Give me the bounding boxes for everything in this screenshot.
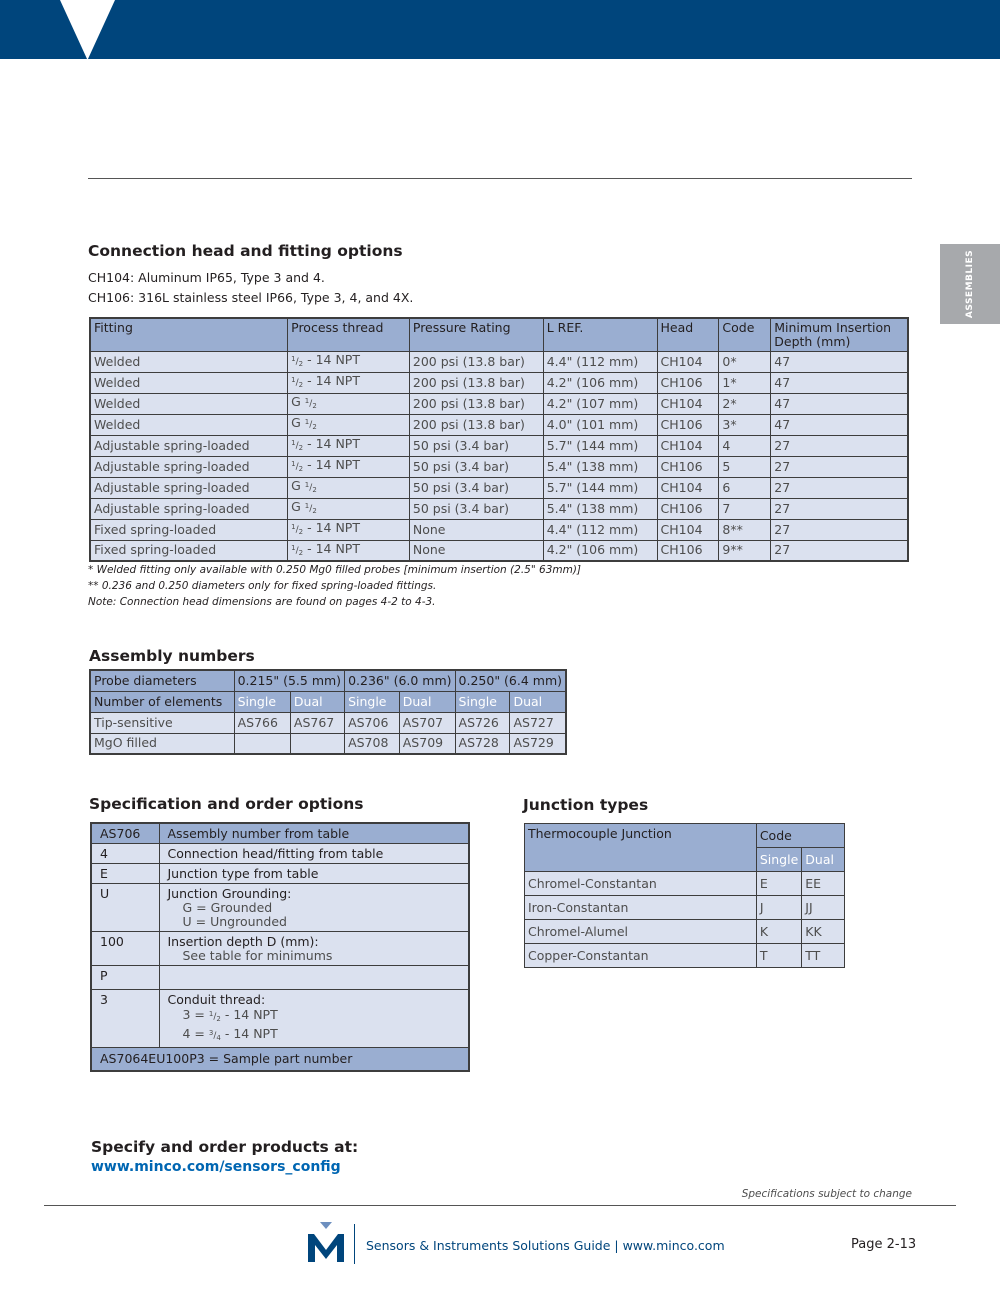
- cell-lref: 4.2" (106 mm): [543, 540, 657, 561]
- cell-assembly-number: AS766: [234, 712, 290, 733]
- dual-label: Dual: [290, 691, 344, 712]
- cell-pressure: 200 psi (13.8 bar): [409, 414, 543, 435]
- cell-code: 8**: [719, 519, 771, 540]
- cell-fitting: Welded: [90, 372, 288, 393]
- spec-key: E: [91, 864, 159, 884]
- cell-code-dual: EE: [802, 872, 845, 896]
- cell-process-thread: $^1/_2 - 14$ NPT: [288, 519, 410, 540]
- fitting-row: [90, 456, 908, 477]
- side-tab-label: ASSEMBLIES: [965, 249, 976, 319]
- spec-desc: Junction Grounding:: [167, 886, 292, 901]
- cell-code-dual: JJ: [802, 896, 845, 920]
- cell-assembly-type: MgO filled: [90, 733, 234, 754]
- header-min-depth: Minimum Insertion Depth (mm): [771, 318, 908, 351]
- cell-depth: 27: [771, 456, 908, 477]
- fraction: $^3/_4$: [208, 1029, 221, 1042]
- cell-code: 4: [719, 435, 771, 456]
- conduit-code-4: 4 =: [182, 1026, 209, 1041]
- cell-lref: 5.4" (138 mm): [543, 456, 657, 477]
- fitting-row: [90, 351, 908, 372]
- spec-sub-minimums: See table for minimums: [182, 948, 333, 963]
- diameter-0215: 0.215" (5.5 mm): [234, 670, 344, 691]
- cell-process-thread: $^1/_2 - 14$ NPT: [288, 372, 410, 393]
- cell-code-single: K: [756, 920, 801, 944]
- spec-desc: Insertion depth D (mm):: [167, 934, 319, 949]
- cell-code-single: E: [756, 872, 801, 896]
- spec-key: P: [91, 966, 159, 990]
- side-tab-assemblies[interactable]: [940, 244, 1000, 324]
- footer-vertical-divider: [354, 1224, 355, 1264]
- cell-code-dual: TT: [802, 944, 845, 968]
- cell-code: 7: [719, 498, 771, 519]
- ch104-description: CH104: Aluminum IP65, Type 3 and 4.: [88, 270, 325, 285]
- cell-depth: 47: [771, 351, 908, 372]
- spec-desc: Junction type from table: [159, 864, 469, 884]
- fraction: $^1/_2$: [291, 460, 304, 473]
- fraction: $^1/_2$: [291, 543, 304, 557]
- cell-code-single: J: [756, 896, 801, 920]
- conduit-code-3: 3 =: [182, 1007, 209, 1022]
- cell-pressure: 50 psi (3.4 bar): [409, 435, 543, 456]
- spec-row-sample: [91, 1048, 469, 1072]
- header-lref: L REF.: [543, 318, 657, 351]
- spec-sub-conduit-3: [168, 1007, 461, 1026]
- fitting-row: [90, 393, 908, 414]
- cell-head: CH104: [657, 435, 719, 456]
- cell-process-thread: $^1/_2 - 14$ NPT: [288, 540, 410, 561]
- cell-assembly-number: AS727: [510, 712, 566, 733]
- cell-fitting: Welded: [90, 393, 288, 414]
- cell-code: 6: [719, 477, 771, 498]
- sample-part-number: AS7064EU100P3 = Sample part number: [91, 1048, 469, 1072]
- cell-junction-name: Chromel-Constantan: [525, 872, 757, 896]
- cell-assembly-number: AS708: [345, 733, 400, 754]
- cell-depth: 27: [771, 498, 908, 519]
- cell-process-thread: $^1/_2 - 14$ NPT: [288, 435, 410, 456]
- cell-head: CH104: [657, 393, 719, 414]
- fitting-options-table: [89, 317, 909, 562]
- cell-fitting: Adjustable spring-loaded: [90, 498, 288, 519]
- single-label: Single: [756, 848, 801, 872]
- junction-row: [525, 920, 845, 944]
- fitting-row: [90, 519, 908, 540]
- header-process-thread: Process thread: [288, 318, 410, 351]
- cell-fitting: Welded: [90, 351, 288, 372]
- cell-process-thread: [288, 477, 410, 498]
- cell-process-thread: $^1/_2 - 14$ NPT: [288, 456, 410, 477]
- spec-desc: [159, 966, 469, 990]
- spec-key: 4: [91, 844, 159, 864]
- cell-assembly-number: AS709: [399, 733, 455, 754]
- junction-row: [525, 872, 845, 896]
- junction-row: [525, 896, 845, 920]
- spec-row-p: [91, 966, 469, 990]
- cell-pressure: 50 psi (3.4 bar): [409, 456, 543, 477]
- spec-row-junction: [91, 864, 469, 884]
- conduit-thread-4: - 14 NPT: [220, 1026, 278, 1041]
- top-divider: [88, 178, 912, 179]
- junction-table-body: [525, 872, 845, 968]
- cell-junction-name: Copper-Constantan: [525, 944, 757, 968]
- order-heading: Specify and order products at:: [91, 1138, 359, 1156]
- spec-title: Specification and order options: [89, 795, 364, 813]
- spec-row-assembly: [91, 823, 469, 844]
- fraction: $^1/_2$: [291, 439, 304, 452]
- cell-fitting: Adjustable spring-loaded: [90, 456, 288, 477]
- order-link[interactable]: www.minco.com/sensors_config: [91, 1159, 341, 1175]
- cell-depth: 47: [771, 393, 908, 414]
- cell-pressure: 200 psi (13.8 bar): [409, 372, 543, 393]
- spec-key: U: [91, 884, 159, 932]
- diameter-0250: 0.250" (6.4 mm): [455, 670, 566, 691]
- cell-process-thread: [288, 414, 410, 435]
- cell-head: CH106: [657, 372, 719, 393]
- cell-pressure: None: [409, 519, 543, 540]
- spec-row-insertion: [91, 932, 469, 966]
- junction-row: [525, 944, 845, 968]
- cell-assembly-number: AS728: [455, 733, 510, 754]
- cell-process-thread: $^1/_2 - 14$ NPT: [288, 351, 410, 372]
- cell-depth: 27: [771, 435, 908, 456]
- diameter-row: [90, 670, 566, 691]
- cell-fitting: Fixed spring-loaded: [90, 519, 288, 540]
- junction-header-row: [525, 824, 845, 848]
- cell-head: CH106: [657, 498, 719, 519]
- ch106-description: CH106: 316L stainless steel IP66, Type 3, 4, and 4X.: [88, 290, 414, 305]
- cell-assembly-number: [290, 733, 344, 754]
- spec-row-grounding: [91, 884, 469, 932]
- note-welded: * Welded fitting only available with 0.250 Mg0 filled probes [minimum insertion (2.5" 63mm)]: [88, 564, 582, 576]
- cell-lref: 5.4" (138 mm): [543, 498, 657, 519]
- header-pressure: Pressure Rating: [409, 318, 543, 351]
- spec-desc-insertion: [159, 932, 469, 966]
- fitting-table-header: [90, 318, 908, 351]
- fraction: $^1/_2$: [291, 523, 304, 536]
- fitting-row: [90, 372, 908, 393]
- fraction: G $^1/_2$: [291, 478, 317, 494]
- number-of-elements-label: Number of elements: [90, 691, 234, 712]
- footer-divider: [44, 1205, 956, 1206]
- cell-lref: 4.2" (107 mm): [543, 393, 657, 414]
- fraction: G $^1/_2$: [291, 415, 317, 431]
- cell-assembly-number: AS729: [510, 733, 566, 754]
- assembly-numbers-table: [89, 669, 567, 755]
- top-banner: [0, 0, 1000, 59]
- diameter-0236: 0.236" (6.0 mm): [345, 670, 455, 691]
- cell-pressure: 50 psi (3.4 bar): [409, 498, 543, 519]
- fraction: $^1/_2$: [208, 1010, 221, 1023]
- conduit-thread-3: - 14 NPT: [220, 1007, 278, 1022]
- spec-key: 3: [91, 990, 159, 1048]
- cell-head: CH104: [657, 519, 719, 540]
- note-dimensions: Note: Connection head dimensions are found on pages 4-2 to 4-3.: [88, 596, 436, 608]
- cell-code: 9**: [719, 540, 771, 561]
- cell-assembly-type: Tip-sensitive: [90, 712, 234, 733]
- cell-head: CH106: [657, 456, 719, 477]
- cell-lref: 5.7" (144 mm): [543, 477, 657, 498]
- cell-junction-name: Iron-Constantan: [525, 896, 757, 920]
- single-label: Single: [234, 691, 290, 712]
- fraction: G $^1/_2$: [291, 499, 317, 515]
- assembly-table-body: [90, 712, 566, 754]
- cell-head: CH104: [657, 351, 719, 372]
- spec-row-conduit: [91, 990, 469, 1048]
- cell-assembly-number: AS767: [290, 712, 344, 733]
- page-number: Page 2-13: [851, 1237, 917, 1252]
- cell-fitting: Welded: [90, 414, 288, 435]
- cell-assembly-number: AS707: [399, 712, 455, 733]
- spec-key: 100: [91, 932, 159, 966]
- cell-head: CH106: [657, 414, 719, 435]
- spec-sub-ungrounded: U = Ungrounded: [182, 914, 287, 929]
- header-code: Code: [756, 824, 844, 848]
- dual-label: Dual: [510, 691, 566, 712]
- spec-desc-conduit: [159, 990, 469, 1048]
- cell-assembly-number: AS726: [455, 712, 510, 733]
- cell-pressure: 200 psi (13.8 bar): [409, 351, 543, 372]
- fitting-row: [90, 435, 908, 456]
- cell-lref: 4.0" (101 mm): [543, 414, 657, 435]
- spec-row-head: [91, 844, 469, 864]
- elements-row: [90, 691, 566, 712]
- cell-lref: 4.2" (106 mm): [543, 372, 657, 393]
- cell-fitting: Adjustable spring-loaded: [90, 477, 288, 498]
- single-label: Single: [345, 691, 400, 712]
- fitting-row: [90, 414, 908, 435]
- fitting-row: [90, 498, 908, 519]
- cell-lref: 5.7" (144 mm): [543, 435, 657, 456]
- note-diameters: ** 0.236 and 0.250 diameters only for fixed spring-loaded fittings.: [88, 580, 437, 592]
- cell-lref: 4.4" (112 mm): [543, 351, 657, 372]
- connection-title: Connection head and fitting options: [88, 242, 403, 260]
- cell-code: 1*: [719, 372, 771, 393]
- conduit-fraction-half: [209, 1007, 221, 1022]
- header-code: Code: [719, 318, 771, 351]
- cell-depth: 27: [771, 540, 908, 561]
- cell-depth: 47: [771, 372, 908, 393]
- minco-logo-icon: [306, 1222, 346, 1264]
- spec-desc: Connection head/fitting from table: [159, 844, 469, 864]
- cell-depth: 27: [771, 477, 908, 498]
- header-head: Head: [657, 318, 719, 351]
- assembly-title: Assembly numbers: [89, 647, 255, 665]
- cell-junction-name: Chromel-Alumel: [525, 920, 757, 944]
- junction-title: Junction types: [523, 796, 649, 814]
- cell-assembly-number: [234, 733, 290, 754]
- fraction: $^1/_2$: [291, 355, 304, 368]
- cell-head: CH104: [657, 477, 719, 498]
- fraction: G $^1/_2$: [291, 394, 317, 410]
- spec-sub-conduit-4: [168, 1026, 461, 1045]
- cell-depth: 27: [771, 519, 908, 540]
- fitting-row: [90, 477, 908, 498]
- spec-order-table: [90, 822, 470, 1072]
- cell-lref: 4.4" (112 mm): [543, 519, 657, 540]
- spec-desc: Assembly number from table: [159, 823, 469, 844]
- header-fitting: Fitting: [90, 318, 288, 351]
- cell-code: 3*: [719, 414, 771, 435]
- spec-sub-grounded: G = Grounded: [182, 900, 273, 915]
- probe-diameters-label: Probe diameters: [90, 670, 234, 691]
- assembly-row: [90, 733, 566, 754]
- cell-process-thread: [288, 498, 410, 519]
- cell-code: 2*: [719, 393, 771, 414]
- cell-fitting: Fixed spring-loaded: [90, 540, 288, 561]
- cell-code-dual: KK: [802, 920, 845, 944]
- fitting-table-body: [90, 351, 908, 561]
- cell-fitting: Adjustable spring-loaded: [90, 435, 288, 456]
- cell-code-single: T: [756, 944, 801, 968]
- junction-types-table: [524, 823, 845, 968]
- spec-desc-grounding: [159, 884, 469, 932]
- cell-process-thread: [288, 393, 410, 414]
- dual-label: Dual: [399, 691, 455, 712]
- conduit-fraction-three-quarter: [209, 1026, 221, 1041]
- spec-key: AS706: [91, 823, 159, 844]
- cell-depth: 47: [771, 414, 908, 435]
- cell-code: 0*: [719, 351, 771, 372]
- assembly-row: [90, 712, 566, 733]
- fitting-row: [90, 540, 908, 561]
- footer-guide-text: Sensors & Instruments Solutions Guide | www.minco.com: [366, 1238, 725, 1253]
- single-label: Single: [455, 691, 510, 712]
- cell-pressure: 50 psi (3.4 bar): [409, 477, 543, 498]
- fraction: $^1/_2$: [291, 376, 304, 389]
- cell-pressure: 200 psi (13.8 bar): [409, 393, 543, 414]
- cell-assembly-number: AS706: [345, 712, 400, 733]
- cell-code: 5: [719, 456, 771, 477]
- spec-change-note: Specifications subject to change: [741, 1188, 912, 1200]
- header-thermocouple-junction: Thermocouple Junction: [525, 824, 757, 872]
- cell-pressure: None: [409, 540, 543, 561]
- dual-label: Dual: [802, 848, 845, 872]
- cell-head: CH106: [657, 540, 719, 561]
- spec-desc: Conduit thread:: [167, 992, 266, 1007]
